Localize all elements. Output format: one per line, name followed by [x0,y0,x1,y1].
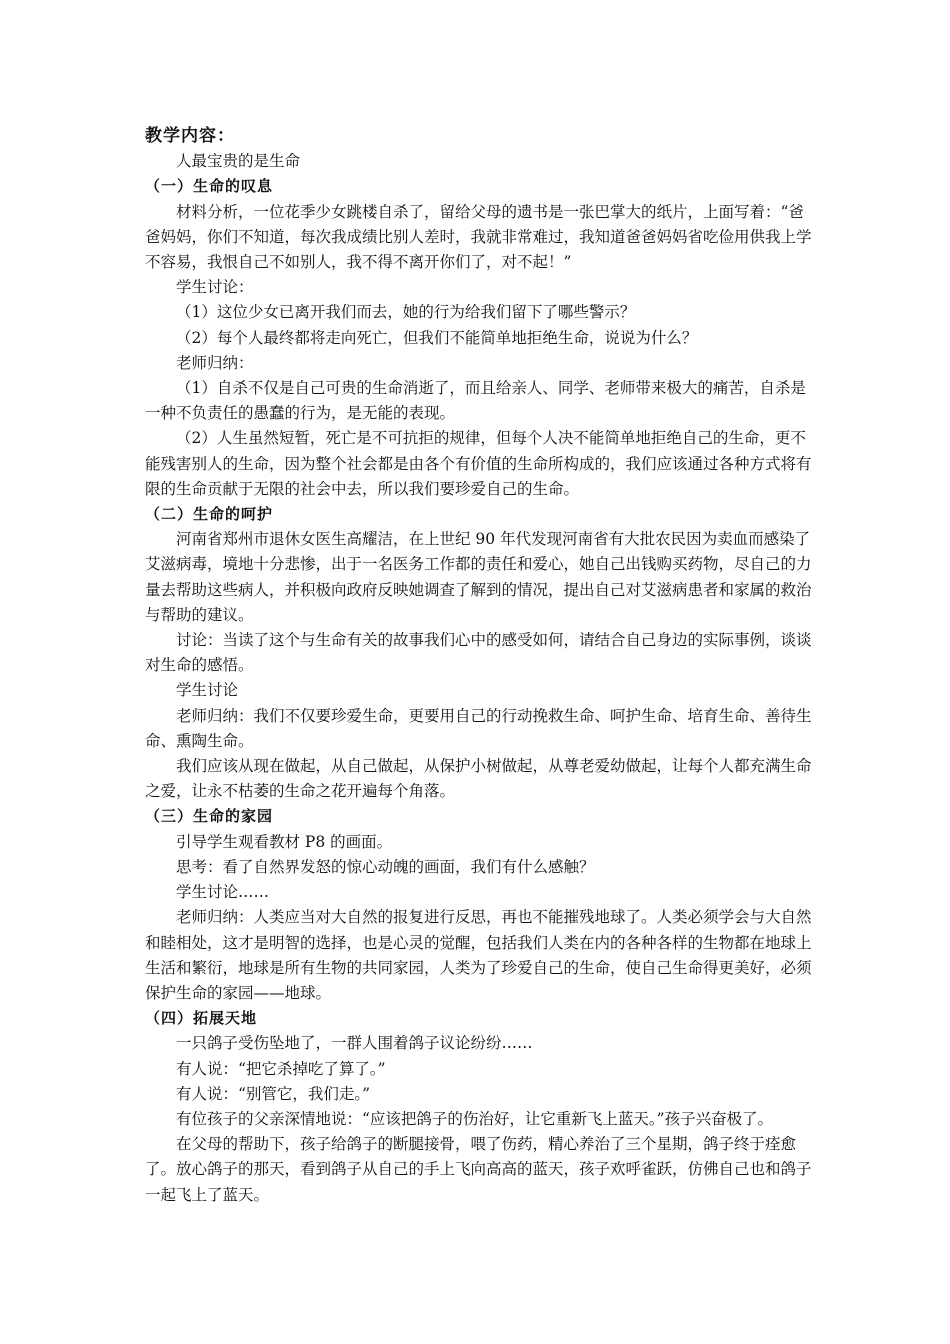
section-heading: （二）生命的呵护 [145,505,274,524]
paragraph: （1）自杀不仅是自己可贵的生命消逝了，而且给亲人、同学、老师带来极大的痛苦，自杀是一种不负责任的愚蠢的行为，是无能的表现。 [145,379,806,423]
paragraph: 学生讨论： [176,278,254,297]
paragraph: （2）每个人最终都将走向死亡，但我们不能简单地拒绝生命，说说为什么？ [176,328,698,347]
section-heading: （一）生命的叹息 [145,177,274,196]
paragraph: 我们应该从现在做起，从自己做起，从保护小树做起，从尊老爱幼做起，让每个人都充满生命之爱，让永不枯萎的生命之花开遍每个角落。 [145,757,812,801]
section-heading: （三）生命的家园 [145,807,274,826]
paragraph: 引导学生观看教材 P8 的画面。 [176,832,393,851]
paragraph: 学生讨论…… [176,883,270,902]
paragraph: 老师归纳：我们不仅要珍爱生命，更要用自己的行动挽救生命、呵护生命、培育生命、善待生命、熏陶生命。 [145,706,812,750]
paragraph: 有人说：“把它杀掉吃了算了。” [176,1059,386,1078]
paragraph: 一只鸽子受伤坠地了，一群人围着鸽子议论纷纷…… [176,1034,533,1053]
document-body [145,124,815,1208]
paragraph: 河南省郑州市退休女医生高耀洁，在上世纪 90 年代发现河南省有大批农民因为卖血而感染了艾滋病毒，境地十分悲惨，出于一名医务工作都的责任和爱心，她自己出钱购买药物，尽自己的力量去帮助这些病人，并积极向政府反映她调查了解到的情况，提出自己对艾滋病患者和家属的救治与帮助的建议。 [145,530,812,624]
paragraph: 在父母的帮助下，孩子给鸽子的断腿接骨，喂了伤药，精心养治了三个星期，鸽子终于痊愈了。放心鸽子的那天，看到鸽子从自己的手上飞向高高的蓝天，孩子欢呼雀跃，仿佛自己也和鸽子一起飞上了蓝天。 [145,1135,812,1204]
paragraph: 学生讨论 [176,681,239,700]
paragraph: （2）人生虽然短暂，死亡是不可抗拒的规律，但每个人决不能简单地拒绝自己的生命，更不能残害别人的生命，因为整个社会都是由各个有价值的生命所构成的，我们应该通过各种方式将有限的生命贡献于无限的社会中去，所以我们要珍爱自己的生命。 [145,429,812,498]
paragraph: 人最宝贵的是生命 [176,152,301,171]
paragraph: （1）这位少女已离开我们而去，她的行为给我们留下了哪些警示？ [176,303,636,322]
section-heading: （四）拓展天地 [145,1009,258,1028]
paragraph: 思考：看了自然界发怒的惊心动魄的画面，我们有什么感触？ [176,857,595,876]
page-title: 教学内容： [145,126,235,146]
paragraph: 老师归纳： [176,353,254,372]
paragraph: 材料分析，一位花季少女跳楼自杀了，留给父母的遗书是一张巴掌大的纸片，上面写着：“爸爸妈妈，你们不知道，每次我成绩比别人差时，我就非常难过，我知道爸爸妈妈省吃俭用供我上学不容易，我恨自己不如别人，我不得不离开你们了，对不起！” [145,202,812,272]
paragraph: 讨论：当读了这个与生命有关的故事我们心中的感受如何，请结合自己身边的实际事例，谈谈对生命的感悟。 [145,631,812,675]
paragraph: 有人说：“别管它，我们走。” [176,1084,371,1103]
paragraph: 有位孩子的父亲深情地说：“应该把鸽子的伤治好，让它重新飞上蓝天。”孩子兴奋极了。 [176,1109,774,1128]
paragraph: 老师归纳：人类应当对大自然的报复进行反思，再也不能摧残地球了。人类必须学会与大自然和睦相处，这才是明智的选择，也是心灵的觉醒，包括我们人类在内的各种各样的生物都在地球上生活和繁衍，地球是所有生物的共同家园，人类为了珍爱自己的生命，使自己生命得更美好，必须保护生命的家园——地球。 [145,908,812,1002]
